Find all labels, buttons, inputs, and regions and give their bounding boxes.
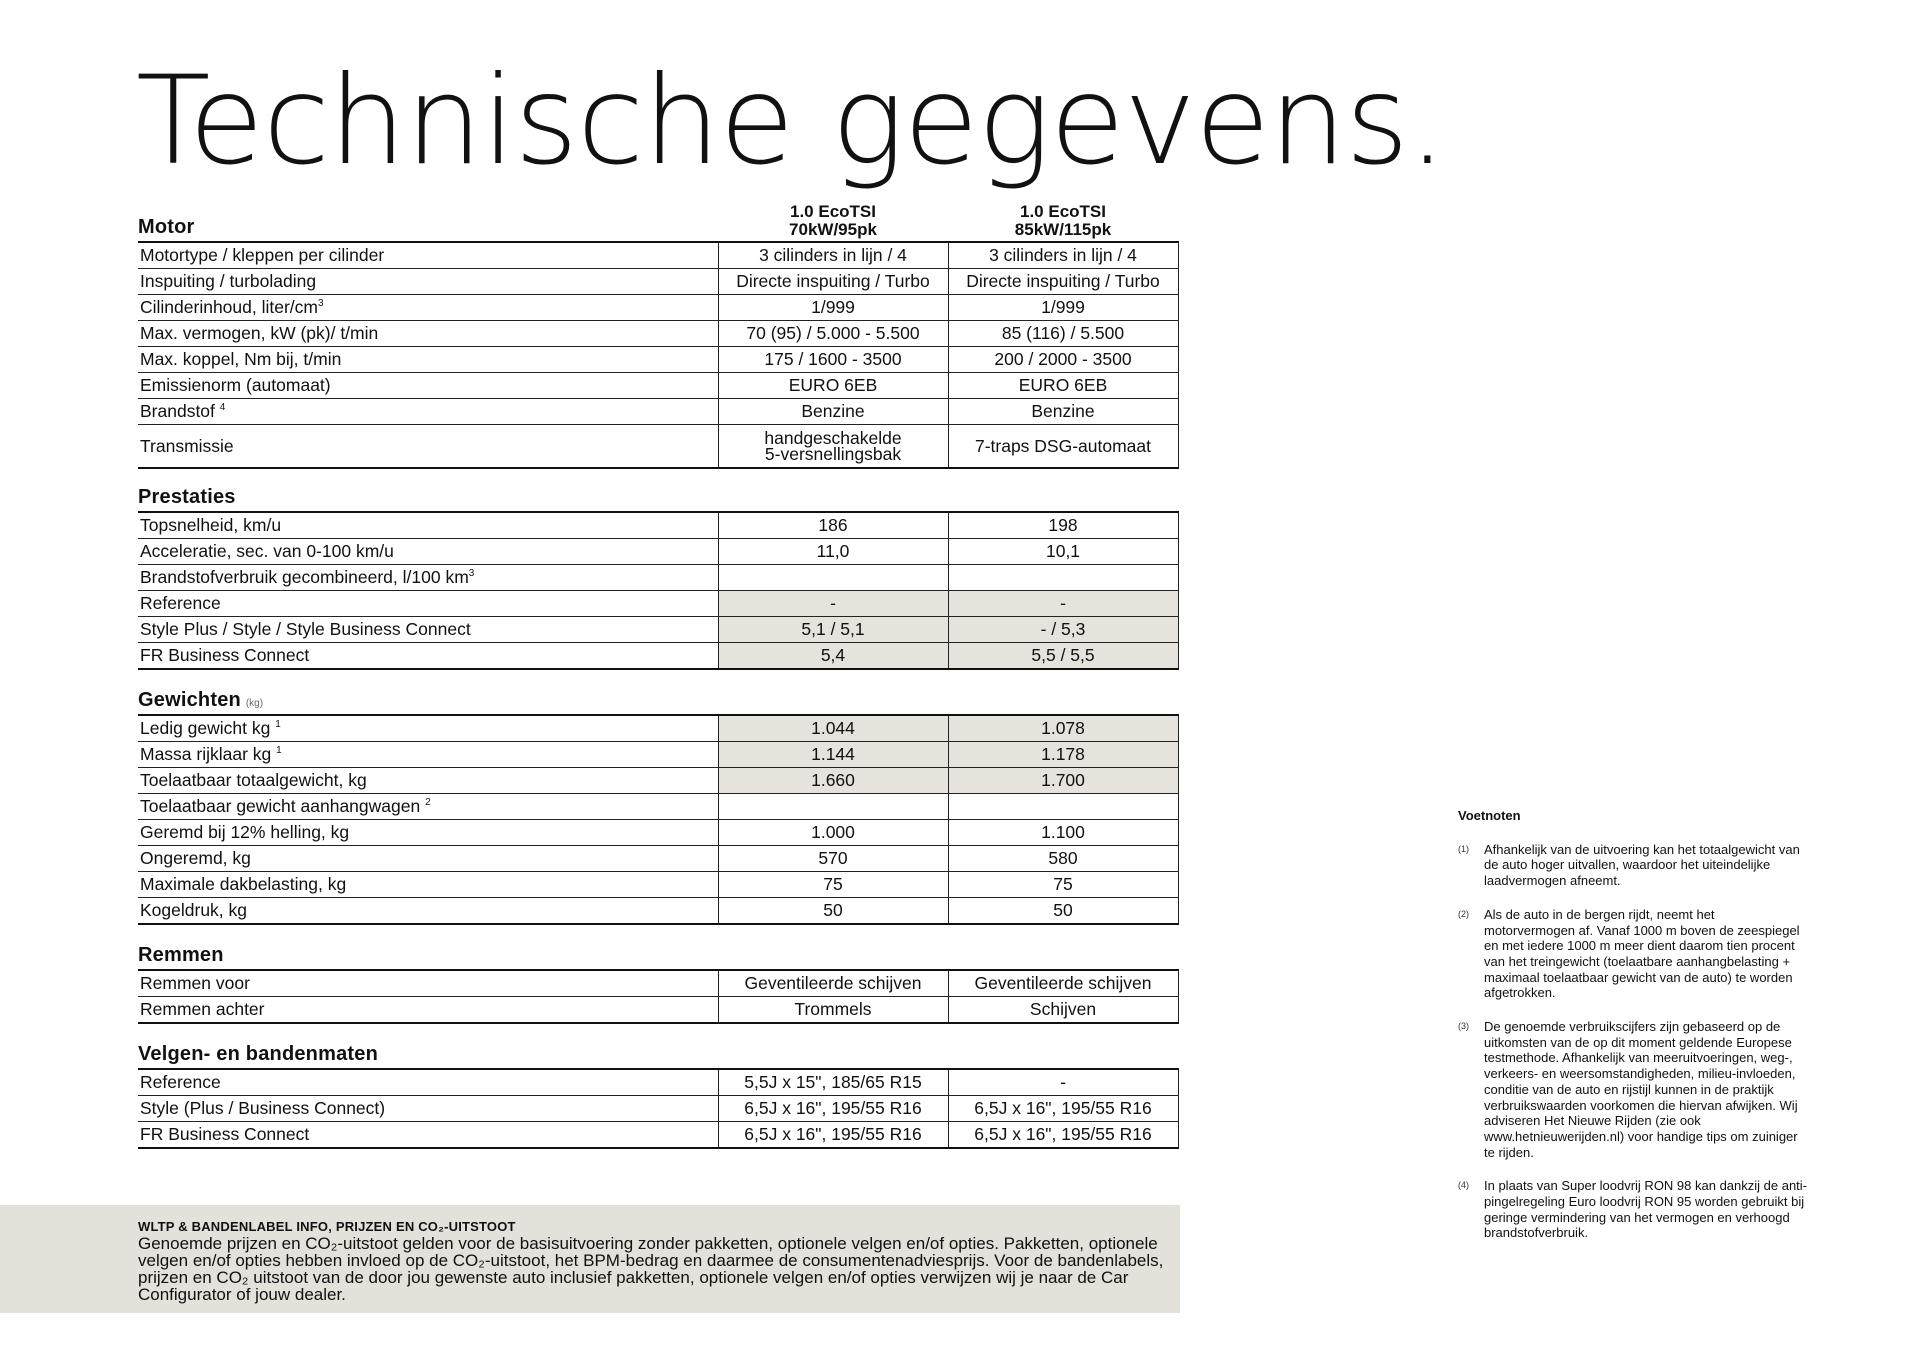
table-row: Ledig gewicht kg $^1$ 1.044 1.078 — [138, 715, 1178, 742]
column-header-2: 1.0 EcoTSI 85kW/115pk — [948, 203, 1178, 242]
footnote: (2) Als de auto in de bergen rijdt, neemt het motorvermogen af. Vanaf 1000 m boven de zeespiegel en met iedere 1000 m meer dient daarom tien procent van het treingewicht (toelaatbare aanhangbelasting + maximaal toelaatbaar gewicht van de auto) te worden afgetrokken. — [1458, 906, 1800, 1001]
column-header-1: 1.0 EcoTSI 70kW/95pk — [718, 203, 948, 242]
table-row: Maximale dakbelasting, kg 75 75 — [138, 872, 1178, 898]
table-row: Emissienorm (automaat) EURO 6EB EURO 6EB — [138, 373, 1178, 399]
section-title: Prestaties — [138, 486, 1178, 512]
prestaties-table — [138, 486, 1179, 670]
footnote: (1) Afhankelijk van de uitvoering kan het totaalgewicht van de auto hoger uitvallen, waardoor het uiteindelijke laadvermogen afneemt. — [1458, 841, 1800, 889]
section-gewichten — [138, 689, 1178, 925]
wltp-title: WLTP & BANDENLABEL INFO, PRIJZEN EN CO₂-UITSTOOT — [138, 1219, 516, 1234]
section-motor — [138, 203, 1178, 469]
table-row: FR Business Connect 6,5J x 16", 195/55 R16 6,5J x 16", 195/55 R16 — [138, 1122, 1178, 1149]
table-row: Topsnelheid, km/u 186 198 — [138, 512, 1178, 539]
table-row: Cilinderinhoud, liter/$cm^3$ 1/999 1/999 — [138, 295, 1178, 321]
table-row: Toelaatbaar gewicht aanhangwagen $^2$ — [138, 794, 1178, 820]
gewichten-table — [138, 689, 1179, 925]
table-row: Max. vermogen, kW (pk)/ t/min 70 (95) / 5.000 - 5.500 85 (116) / 5.500 — [138, 321, 1178, 347]
footnotes — [1458, 808, 1808, 1259]
table-row: Remmen achter Trommels Schijven — [138, 997, 1178, 1024]
section-title: Remmen — [138, 944, 1178, 970]
table-row: Massa rijklaar kg $^1$ 1.144 1.178 — [138, 742, 1178, 768]
table-row: Acceleratie, sec. van 0-100 km/u 11,0 10,1 — [138, 539, 1178, 565]
table-row: Kogeldruk, kg 50 50 — [138, 898, 1178, 925]
section-title: Motor — [138, 203, 718, 242]
table-row: Inspuiting / turbolading Directe inspuiting / Turbo Directe inspuiting / Turbo — [138, 269, 1178, 295]
wltp-info-box — [0, 1205, 1180, 1313]
section-title: Velgen- en bandenmaten — [138, 1043, 1178, 1069]
table-row: Max. koppel, Nm bij, t/min 175 / 1600 - 3500 200 / 2000 - 3500 — [138, 347, 1178, 373]
table-row: Toelaatbaar totaalgewicht, kg 1.660 1.700 — [138, 768, 1178, 794]
section-velgen — [138, 1043, 1178, 1149]
table-row: Geremd bij 12% helling, kg 1.000 1.100 — [138, 820, 1178, 846]
section-remmen — [138, 944, 1178, 1024]
page-title: Technische gegevens. — [136, 50, 1446, 192]
table-row: Style Plus / Style / Style Business Connect 5,1 / 5,1 - / 5,3 — [138, 617, 1178, 643]
table-row: Ongeremd, kg 570 580 — [138, 846, 1178, 872]
table-row: Style (Plus / Business Connect) 6,5J x 16", 195/55 R16 6,5J x 16", 195/55 R16 — [138, 1096, 1178, 1122]
table-row: FR Business Connect 5,4 5,5 / 5,5 — [138, 643, 1178, 670]
section-prestaties — [138, 486, 1178, 670]
table-row: Reference 5,5J x 15", 185/65 R15 - — [138, 1069, 1178, 1096]
table-row: Brandstof $^4$ Benzine Benzine — [138, 399, 1178, 425]
table-row: Motortype / kleppen per cilinder 3 cilinders in lijn / 4 3 cilinders in lijn / 4 — [138, 242, 1178, 269]
section-title: Gewichten (kg) — [138, 689, 1178, 715]
footnote: (3) De genoemde verbruikscijfers zijn gebaseerd op de uitkomsten van de op dit moment geldende Europese testmethode. Afhankelijk van meeruitvoeringen, weg-, verkeers- en weersomstandigheden, milieu-invloeden, conditie van de auto en rijstijl kunnen in de praktijk verbruikswaarden voorkomen die hiervan afwijken. Wij adviseren Het Nieuwe Rijden (zie ook www.hetnieuwerijden.nl) voor handige tips om zuiniger te rijden. — [1458, 1019, 1798, 1160]
remmen-table — [138, 944, 1179, 1024]
table-row: Reference - - — [138, 591, 1178, 617]
motor-table — [138, 203, 1179, 469]
table-row: Transmissie handgeschakelde 5-versnellingsbak 7-traps DSG-automaat — [138, 425, 1178, 469]
velgen-table — [138, 1043, 1179, 1149]
footnotes-title: Voetnoten — [1458, 808, 1521, 823]
table-row: Remmen voor Geventileerde schijven Geventileerde schijven — [138, 970, 1178, 997]
footnote: (4) In plaats van Super loodvrij RON 98 kan dankzij de anti-pingelregeling Euro loodvrij RON 95 worden gebruikt bij geringe vermindering van het vermogen en verhoogd brandstofverbruik. — [1458, 1178, 1808, 1241]
wltp-text: Genoemde prijzen en CO₂-uitstoot gelden voor de basisuitvoering zonder pakketten, optionele velgen en/of opties. Pakketten, optionele velgen en/of opties hebben invloed op de CO₂-uitstoot, het BPM-bedrag en daarmee de consumentenadviesprijs. Voor de bandenlabels, prijzen en CO₂ uitstoot van de door jou gewenste auto inclusief pakketten, optionele velgen en/of opties verwijzen wij je naar de Car Configurator of jouw dealer. — [138, 1234, 1164, 1304]
table-row: Brandstofverbruik gecombineerd, l/100 $km^3$ — [138, 565, 1178, 591]
